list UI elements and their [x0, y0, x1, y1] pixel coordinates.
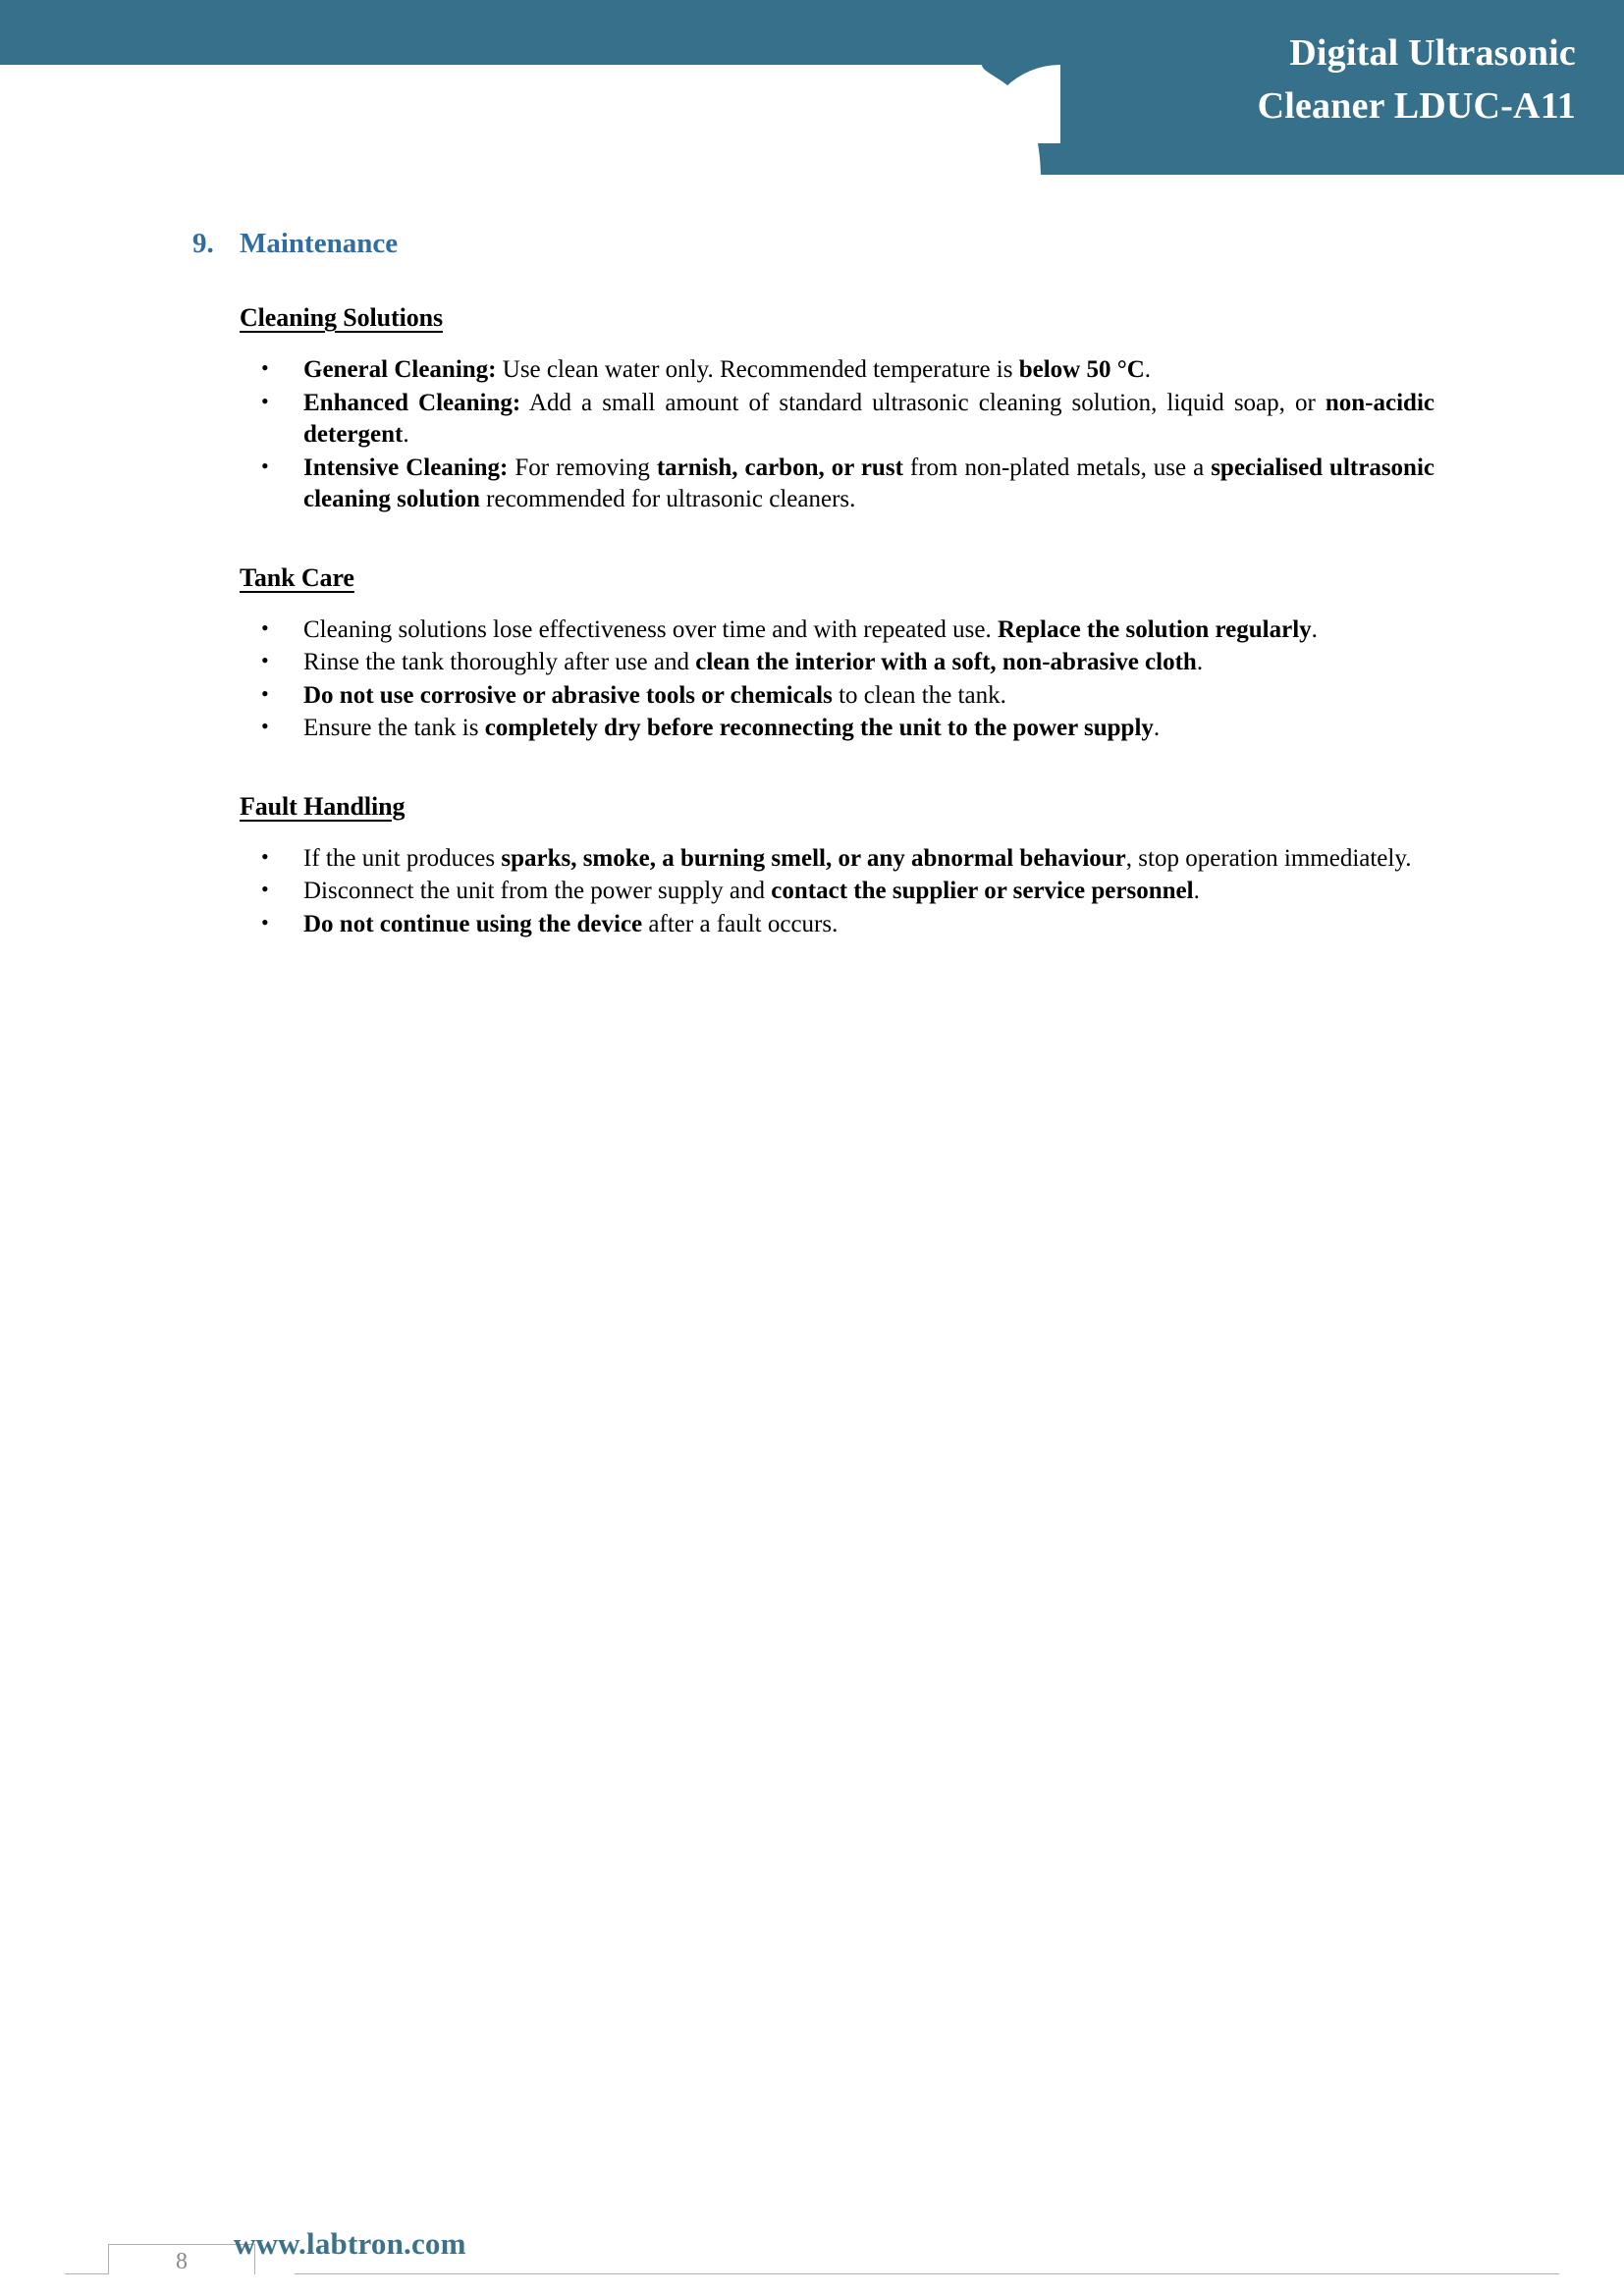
footer-divider-right: [295, 2273, 1559, 2274]
text-run: Rinse the tank thoroughly after use and: [303, 649, 696, 675]
text-run: Disconnect the unit from the power supply and: [303, 878, 772, 904]
text-run: Use clean water only. Recommended temperature is: [496, 356, 1019, 383]
page-footer: [0, 2207, 1624, 2296]
group-cleaning-solutions: [192, 303, 1435, 516]
text-run: .: [1311, 615, 1318, 643]
list-item: [240, 354, 1435, 387]
text-run-bold: Enhanced Cleaning:: [303, 389, 521, 416]
text-run-bold: General Cleaning:: [303, 356, 497, 383]
header-title-line-2: Cleaner LDUC-A11: [1257, 84, 1576, 127]
list-item: [240, 713, 1435, 745]
text-run-bold: completely dry before reconnecting the unit to the power supply: [484, 715, 1154, 741]
list-item: [240, 614, 1435, 647]
group-fault-handling: [192, 792, 1435, 941]
header-title: [1041, 27, 1600, 133]
bullet-list: [240, 614, 1435, 745]
section-number: 9.: [192, 228, 214, 259]
list-item: [240, 843, 1435, 876]
text-run-bold: tarnish, carbon, or rust: [656, 454, 903, 481]
text-run: .: [1193, 878, 1200, 904]
text-run: For removing: [508, 454, 657, 481]
page-header: [0, 0, 1624, 187]
list-item: [240, 388, 1435, 452]
subsection-heading: Tank Care: [240, 562, 354, 592]
list-item: [240, 876, 1435, 908]
text-run: recommended for ultrasonic cleaners.: [479, 486, 856, 512]
document-content: [192, 228, 1435, 941]
text-run: , stop operation immediately.: [1125, 844, 1412, 872]
text-run-bold: Replace the solution regularly: [997, 615, 1312, 643]
text-run-bold: contact the supplier or service personnel: [771, 878, 1194, 904]
text-run: If the unit produces: [303, 844, 502, 872]
section-heading-text: Maintenance: [240, 228, 399, 259]
text-run: after a fault occurs.: [642, 910, 839, 937]
text-run: .: [1144, 356, 1152, 383]
header-title-line-1: Digital Ultrasonic: [1289, 32, 1576, 74]
text-run: Ensure the tank is: [303, 715, 485, 741]
text-run: .: [1153, 715, 1161, 741]
text-run-bold: non-acidic detergent: [303, 389, 1435, 448]
group-tank-care: [192, 563, 1435, 745]
list-item: [240, 453, 1435, 516]
text-run-bold: Do not use corrosive or abrasive tools or chemicals: [303, 681, 833, 709]
list-item: [240, 647, 1435, 679]
list-item: [240, 909, 1435, 941]
text-run: Cleaning solutions lose effectiveness over time and with repeated use.: [303, 615, 998, 643]
page-number: 8: [176, 2249, 188, 2274]
text-run: Add a small amount of standard ultrasonic cleaning solution, liquid soap, or: [520, 389, 1326, 416]
subsection-heading: Fault Handling: [240, 791, 406, 821]
subsection-heading: Cleaning Solutions: [240, 303, 443, 332]
bullet-list: [240, 843, 1435, 941]
text-run-bold: sparks, smoke, a burning smell, or any abnormal behaviour: [501, 844, 1126, 872]
text-run: from non-plated metals, use a: [902, 454, 1212, 481]
text-run-bold: specialised ultrasonic cleaning solution: [303, 454, 1435, 512]
text-run: .: [403, 421, 409, 448]
text-run: .: [1196, 649, 1204, 675]
text-run: to clean the tank.: [832, 681, 1006, 709]
website-link[interactable]: www.labtron.com: [234, 2226, 466, 2261]
text-run-bold: below 50 °C: [1018, 356, 1145, 383]
page-title: [192, 228, 1435, 260]
list-item: [240, 680, 1435, 713]
text-run-bold: Do not continue using the device: [303, 910, 643, 937]
text-run-bold: Intensive Cleaning:: [303, 454, 509, 481]
bullet-list: [240, 354, 1435, 516]
text-run-bold: clean the interior with a soft, non-abrasive cloth: [695, 649, 1197, 675]
